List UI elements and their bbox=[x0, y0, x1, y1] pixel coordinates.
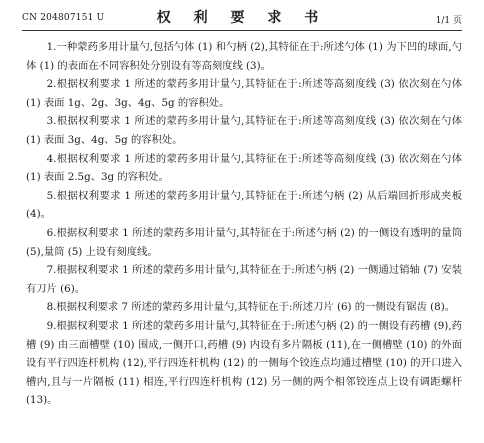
claim-1: 1.一种蒙药多用计量勺,包括勺体 (1) 和勺柄 (2),其特征在于:所述勺体 (1) 为下凹的球面,勺体 (1) 的表面在不同容积处分别设有等高刻度线 (3)。 bbox=[26, 41, 462, 72]
page-indicator: 1/1 页 bbox=[435, 16, 462, 26]
claim-8: 8.根据权利要求 7 所述的蒙药多用计量勺,其特征在于:所述刀片 (6) 的一侧设有锯齿 (8)。 bbox=[46, 301, 456, 314]
claim-3: 3.根据权利要求 1 所述的蒙药多用计量勺,其特征在于:所述等高刻度线 (3) 依次刻在勺体 (1) 表面 3g、4g、5g 的容积处。 bbox=[26, 115, 462, 146]
document-title: 权 利 要 求 书 bbox=[156, 10, 328, 26]
claim-5: 5.根据权利要求 1 所述的蒙药多用计量勺,其特征在于:所述勺柄 (2) 从后端回折形成夹板 (4)。 bbox=[26, 189, 462, 221]
claims-body bbox=[26, 38, 462, 410]
document-header bbox=[0, 0, 484, 30]
claim-4: 4.根据权利要求 1 所述的蒙药多用计量勺,其特征在于:所述等高刻度线 (3) 依次刻在勺体 (1) 表面 2.5g、3g 的容积处。 bbox=[26, 152, 462, 184]
claim-6: 6.根据权利要求 1 所述的蒙药多用计量勺,其特征在于:所述勺柄 (2) 的一侧设有透明的量筒 (5),量筒 (5) 上设有刻度线。 bbox=[26, 226, 462, 258]
claim-2: 2.根据权利要求 1 所述的蒙药多用计量勺,其特征在于:所述等高刻度线 (3) 依次刻在勺体 (1) 表面 1g、2g、3g、4g、5g 的容积处。 bbox=[26, 78, 462, 109]
publication-number: CN 204807151 U bbox=[22, 13, 105, 23]
claim-9: 9.根据权利要求 1 所述的蒙药多用计量勺,其特征在于:所述勺柄 (2) 的一侧设有药槽 (9),药槽 (9) 由三面槽壁 (10) 围成,一侧开口,药槽 (9) 内设有多片隔板 (11),在一侧槽壁 (10) 的外面设有平行四连杆机构 (12),平行四连杆机构 (12) 的一侧每个铰连点均通过槽壁 (10) 的开口进入槽内,且与一片隔板 (11) 相连,平行四连杆机构 (12) 另一侧的两个相邻铰连点上设有调距螺杆 (13)。 bbox=[26, 319, 462, 407]
header-divider bbox=[22, 30, 462, 31]
claim-7: 7.根据权利要求 1 所述的蒙药多用计量勺,其特征在于:所述勺柄 (2) 一侧通过销轴 (7) 安装有刀片 (6)。 bbox=[26, 264, 462, 295]
